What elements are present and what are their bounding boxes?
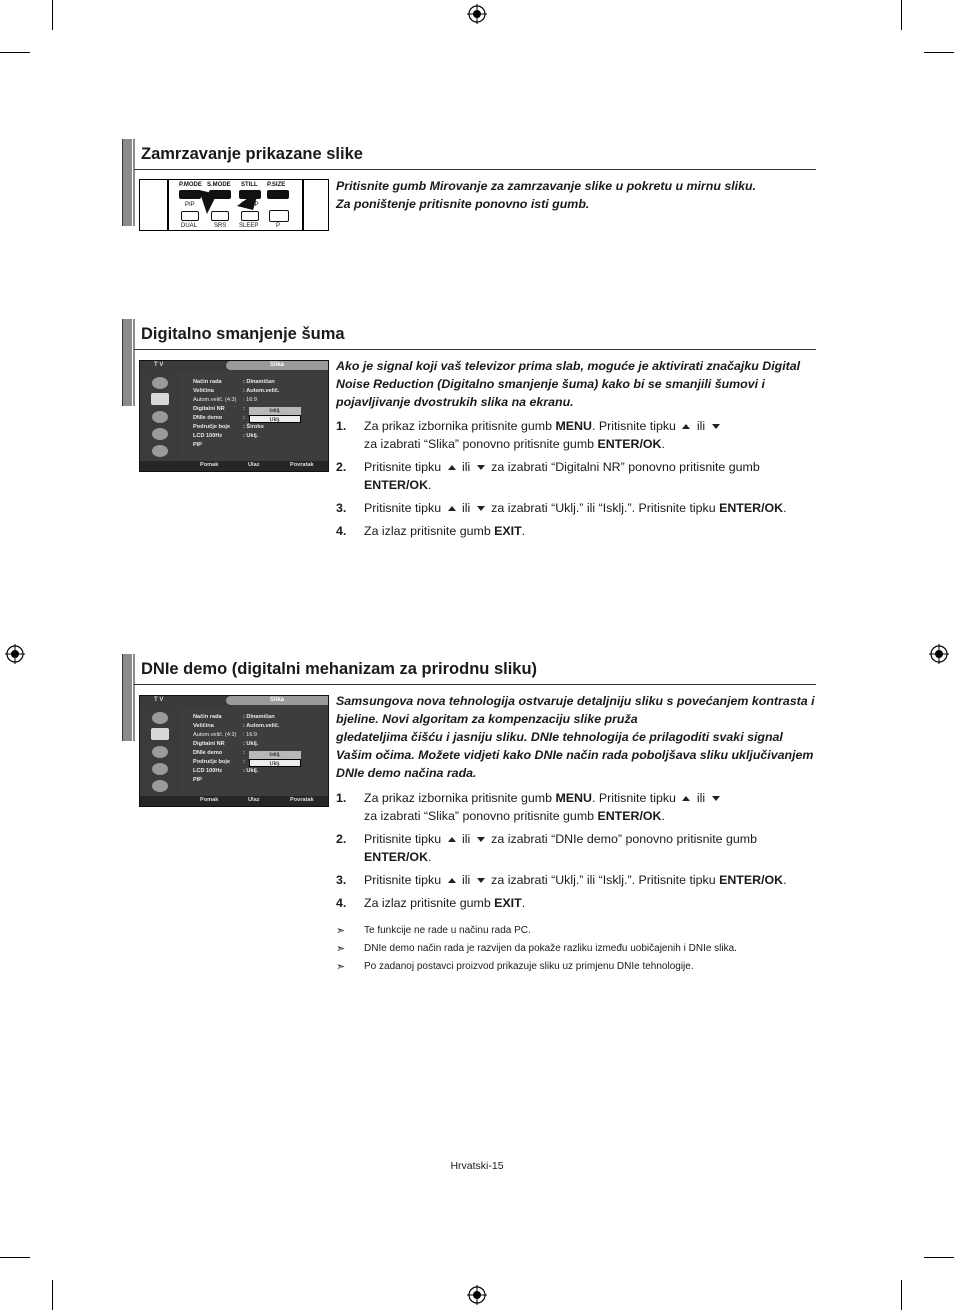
- remote-label: P.SIZE: [267, 182, 286, 188]
- dual-button: [181, 211, 199, 221]
- tv-menu-sidebar: [140, 371, 180, 461]
- step: 1. Za prikaz izbornika pritisnite gumb MENU. Pritisnite tipku ili za izabrati “Slika” ponovno pritisnite gumb ENTER/OK.: [336, 789, 816, 825]
- down-arrow-icon: [477, 465, 485, 470]
- tv-menu-row: PIP: [193, 442, 203, 448]
- section-rule: [134, 169, 816, 170]
- tv-menu-row: Autom.velič. (4:3) : 16:9: [193, 732, 257, 738]
- remote-label: SRS: [214, 223, 227, 229]
- tv-menu-row: Način rada : Dinamičan: [193, 379, 275, 385]
- tv-menu-panel: [180, 371, 328, 461]
- up-arrow-icon: [448, 465, 456, 470]
- tv-menu-row: Veličina : Autom.velič.: [193, 388, 280, 394]
- tv-menu-row: DNIe demo :: [193, 415, 245, 421]
- crop-mark: [0, 52, 30, 53]
- steps-list: [336, 417, 816, 545]
- channel-icon: [152, 763, 168, 775]
- note-item: ➣ Te funkcije ne rade u načinu rada PC.: [336, 922, 816, 940]
- tv-menu-row: LCD 100Hz : Uklj.: [193, 433, 259, 439]
- crop-mark: [924, 52, 954, 53]
- tv-menu-row: Područje boje : Široko: [193, 424, 264, 430]
- section-bar-line: [132, 139, 133, 226]
- registration-mark-icon: [467, 4, 487, 24]
- tv-menu-row: Način rada : Dinamičan: [193, 714, 275, 720]
- intro-line: Za poništenje pritisnite ponovno isti gumb.: [336, 197, 590, 211]
- down-arrow-icon: [477, 878, 485, 883]
- section-bar-line: [132, 319, 133, 406]
- step: 4. Za izlaz pritisnite gumb EXIT.: [336, 896, 526, 910]
- tv-menu-option: Isklj.: [249, 751, 301, 759]
- section-bar-line: [132, 654, 133, 741]
- up-arrow-icon: [448, 506, 456, 511]
- up-arrow-icon: [682, 424, 690, 429]
- input-icon: [152, 712, 168, 724]
- tv-menu-option-selected: Uklj.: [249, 759, 301, 767]
- remote-label: SWAP: [241, 202, 259, 208]
- setup-icon: [152, 780, 168, 792]
- picture-icon: [151, 728, 169, 740]
- tv-menu-row: DNIe demo :: [193, 750, 245, 756]
- step: 2. Pritisnite tipku ili za izabrati “Digitalni NR” ponovno pritisnite gumb ENTER/OK.: [336, 460, 760, 492]
- tv-menu-row: Veličina : Autom.velič.: [193, 723, 280, 729]
- step: 2. Pritisnite tipku ili za izabrati “DNIe demo” ponovno pritisnite gumb ENTER/OK.: [336, 832, 758, 864]
- crop-mark: [924, 1257, 954, 1258]
- srs-button: [211, 211, 229, 221]
- intro-line: gledateljima čišću i jasniju sliku. DNIe tehnologija će prilagoditi svaki signal Vašim očima. Možete vidjeti kako DNIe način rada poboljšava sliku uključivanjem DNIe demo načina rada.: [336, 730, 814, 780]
- registration-mark-icon: [467, 1285, 487, 1305]
- tv-menu-footer: Pomak Ulaz Povratak: [140, 461, 328, 471]
- tv-menu-row: Autom.velič. (4:3) : 16:9: [193, 397, 257, 403]
- note-arrow-icon: ➣: [336, 925, 346, 937]
- down-arrow-icon: [712, 424, 720, 429]
- tv-menu-row: LCD 100Hz : Uklj.: [193, 768, 259, 774]
- step: 1. Za prikaz izbornika pritisnite gumb MENU. Pritisnite tipku ili za izabrati “Slika” ponovno pritisnite gumb ENTER/OK.: [336, 417, 816, 453]
- tv-menu-screenshot: [139, 695, 329, 807]
- input-icon: [152, 377, 168, 389]
- remote-control-image: [139, 179, 329, 231]
- remote-label: DUAL: [181, 223, 198, 229]
- page-number: Hrvatski-15: [450, 1160, 504, 1172]
- section-intro: Ako je signal koji vaš televizor prima slab, moguće je aktivirati značajku Digital Noise Reduction (Digitalno smanjenje šuma) kako bi se smanjili šumovi i pojavljivanje dvostrukih slika na ekranu.: [336, 359, 801, 409]
- intro-line: Pritisnite gumb Mirovanje za zamrzavanje slike u pokretu u mirnu sliku.: [336, 179, 757, 193]
- sound-icon: [152, 411, 168, 423]
- channel-up-button: [269, 210, 289, 222]
- section-intro: [336, 177, 816, 213]
- tv-menu-row: PIP: [193, 777, 203, 783]
- step: 3. Pritisnite tipku ili za izabrati “Uklj.” ili “Isklj.”. Pritisnite tipku ENTER/OK.: [336, 873, 787, 887]
- registration-mark-icon: [929, 644, 949, 664]
- down-arrow-icon: [477, 506, 485, 511]
- section-title: Zamrzavanje prikazane slike: [141, 145, 363, 163]
- section-rule: [134, 349, 816, 350]
- channel-icon: [152, 428, 168, 440]
- down-arrow-icon: [712, 796, 720, 801]
- crop-mark: [52, 0, 53, 30]
- tv-menu-screenshot: [139, 360, 329, 472]
- tv-menu-sidebar: [140, 706, 180, 796]
- remote-label: STILL: [241, 182, 258, 188]
- section-bar: [122, 139, 135, 226]
- note-item: ➣ Po zadanoj postavci proizvod prikazuje sliku uz primjenu DNIe tehnologije.: [336, 958, 816, 976]
- section-title: Digitalno smanjenje šuma: [141, 325, 345, 343]
- remote-label: P.MODE: [179, 182, 202, 188]
- section-bar: [122, 654, 135, 741]
- tv-menu-footer: Pomak Ulaz Povratak: [140, 796, 328, 806]
- tv-menu-title: Slika: [226, 696, 328, 705]
- crop-mark: [901, 0, 902, 30]
- sound-icon: [152, 746, 168, 758]
- tv-menu-option: Isklj.: [249, 407, 301, 415]
- remote-body: [167, 180, 304, 230]
- sleep-button: [241, 211, 259, 221]
- crop-mark: [901, 1280, 902, 1310]
- remote-label: S.MODE: [207, 182, 231, 188]
- section-rule: [134, 684, 816, 685]
- steps-list: [336, 789, 816, 917]
- note-arrow-icon: ➣: [336, 943, 346, 955]
- setup-icon: [152, 445, 168, 457]
- section-title: DNIe demo (digitalni mehanizam za prirodnu sliku): [141, 660, 538, 678]
- note-item: ➣ DNIe demo način rada je razvijen da pokaže razliku između uobičajenih i DNIe slika.: [336, 940, 816, 958]
- section-bar: [122, 319, 135, 406]
- tv-menu-panel: [180, 706, 328, 796]
- up-arrow-icon: [682, 796, 690, 801]
- tv-menu-source: T V: [154, 362, 164, 368]
- up-arrow-icon: [448, 878, 456, 883]
- registration-mark-icon: [5, 644, 25, 664]
- intro-line: Samsungova nova tehnologija ostvaruje detaljniju sliku s povećanjem kontrasta i bjeline. Novi algoritam za kompenzaciju slike pruža: [336, 694, 815, 726]
- remote-label: PIP: [185, 202, 195, 208]
- tv-menu-row: Područje boje :: [193, 759, 245, 765]
- section-intro: [336, 692, 816, 782]
- up-arrow-icon: [448, 837, 456, 842]
- tv-menu-row: Digitalni NR :: [193, 406, 245, 412]
- step: 3. Pritisnite tipku ili za izabrati “Uklj.” ili “Isklj.”. Pritisnite tipku ENTER/OK.: [336, 501, 787, 515]
- picture-icon: [151, 393, 169, 405]
- note-arrow-icon: ➣: [336, 961, 346, 973]
- crop-mark: [0, 1257, 30, 1258]
- step: 4. Za izlaz pritisnite gumb EXIT.: [336, 524, 526, 538]
- psize-button: [267, 190, 289, 199]
- crop-mark: [52, 1280, 53, 1310]
- tv-menu-title: Slika: [226, 361, 328, 370]
- remote-label: SLEEP: [239, 223, 259, 229]
- tv-menu-row: Digitalni NR : Uklj.: [193, 741, 259, 747]
- down-arrow-icon: [477, 837, 485, 842]
- tv-menu-source: T V: [154, 697, 164, 703]
- remote-label: P: [276, 223, 281, 229]
- tv-menu-option-selected: Uklj.: [249, 415, 301, 423]
- notes-list: [336, 922, 816, 976]
